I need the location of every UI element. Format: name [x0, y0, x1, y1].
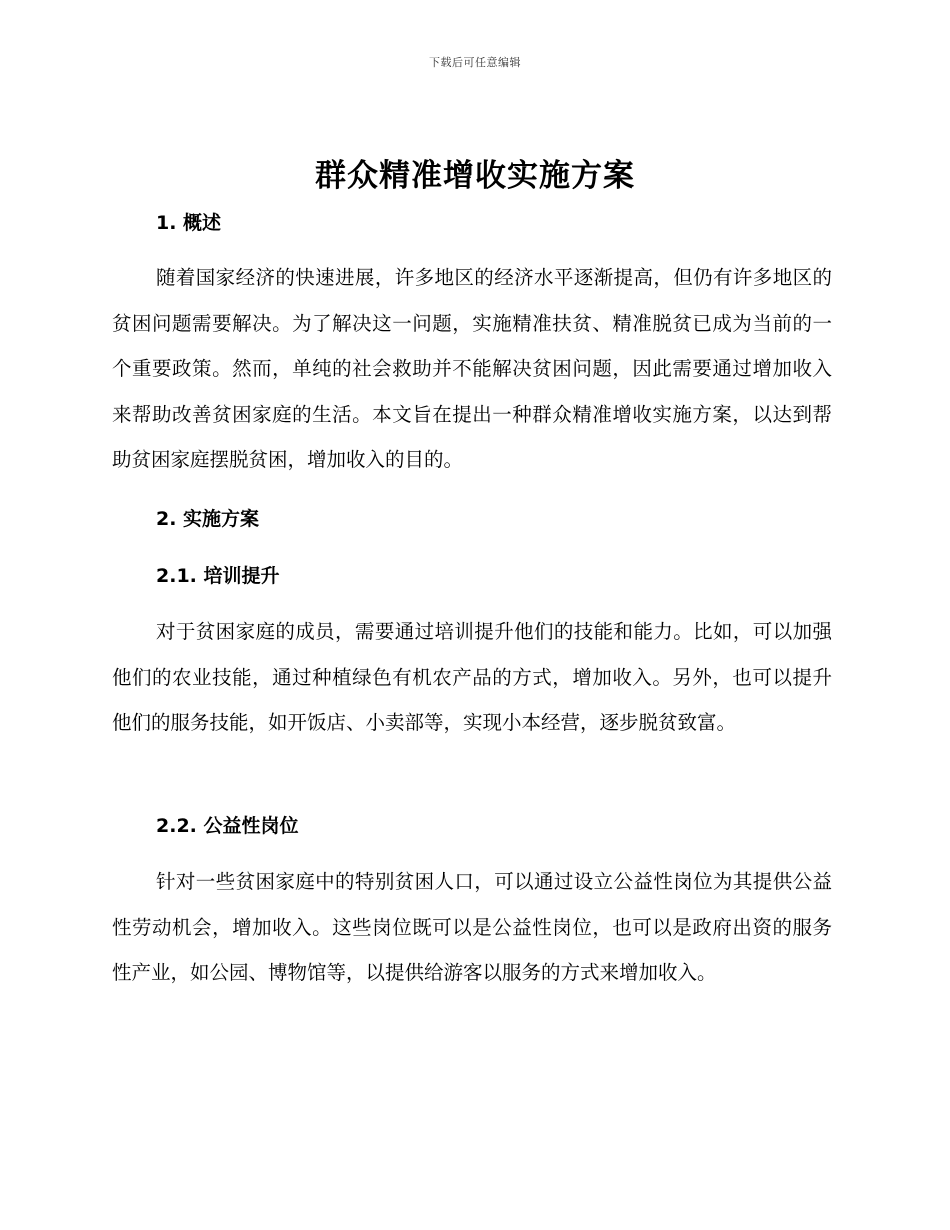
document-title: 群众精准增收实施方案	[315, 158, 635, 194]
section-heading-public-welfare-posts: 2.2. 公益性岗位	[156, 815, 299, 837]
paragraph-public-welfare-posts: 针对一些贫困家庭中的特别贫困人口，可以通过设立公益性岗位为其提供公益性劳动机会，增加收入。这些岗位既可以是公益性岗位，也可以是政府出资的服务性产业，如公园、博物馆等，以提供给游客以服务的方式来增加收入。	[112, 870, 832, 985]
paragraph-training: 对于贫困家庭的成员，需要通过培训提升他们的技能和能力。比如，可以加强他们的农业技能，通过种植绿色有机农产品的方式，增加收入。另外，也可以提升他们的服务技能，如开饭店、小卖部等，实现小本经营，逐步脱贫致富。	[112, 620, 832, 735]
paragraph-overview: 随着国家经济的快速进展，许多地区的经济水平逐渐提高，但仍有许多地区的贫困问题需要解决。为了解决这一问题，实施精准扶贫、精准脱贫已成为当前的一个重要政策。然而，单纯的社会救助并不能解决贫困问题，因此需要通过增加收入来帮助改善贫困家庭的生活。本文旨在提出一种群众精准增收实施方案，以达到帮助贫困家庭摆脱贫困，增加收入的目的。	[112, 266, 832, 472]
section-heading-overview: 1. 概述	[156, 212, 222, 234]
section-heading-implementation: 2. 实施方案	[156, 508, 260, 530]
section-heading-training: 2.1. 培训提升	[156, 565, 280, 587]
page-header-note: 下载后可任意编辑	[429, 56, 521, 69]
